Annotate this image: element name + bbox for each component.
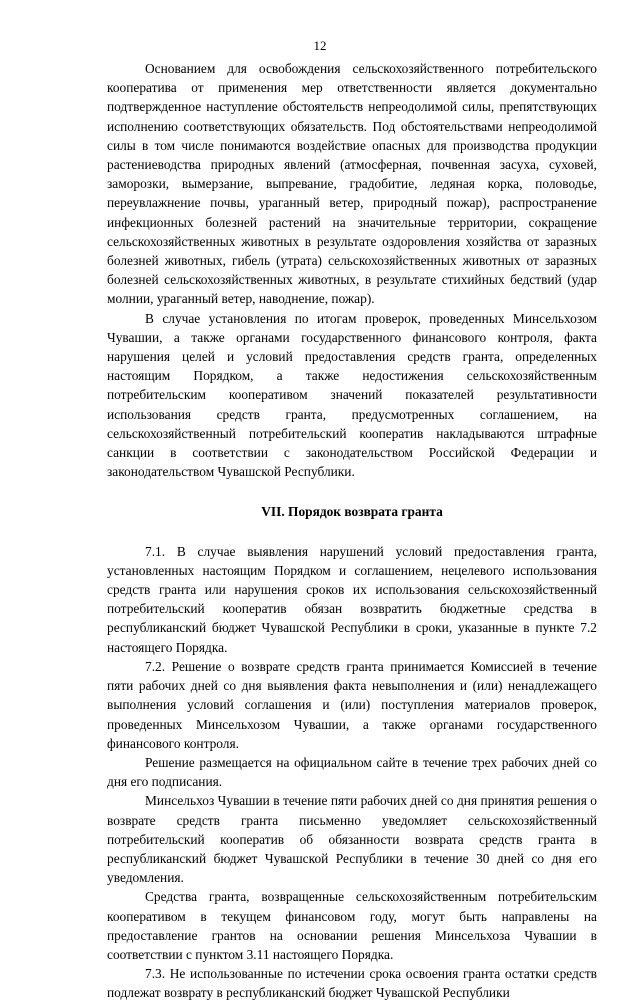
document-body xyxy=(107,59,597,1003)
section-heading: VII. Порядок возврата гранта xyxy=(261,504,443,520)
paragraph-7-3: 7.3. Не использованные по истечении срока освоения гранта остатки средств подлежат возврату в республиканский бюджет Чувашской Республики xyxy=(107,966,597,1001)
paragraph-7-1: 7.1. В случае выявления нарушений условий предоставления гранта, установленных настоящим Порядком и соглашением, нецелевого использования средств гранта или нарушения сроков их использования сельскохозяйственный потребительский кооператив обязан возвратить бюджетные средства в республиканский бюджет Чувашской Республики в сроки, указанные в пункте 7.2 настоящего Порядка. xyxy=(107,543,597,655)
page-number: 12 xyxy=(313,38,327,53)
paragraph-notification: Минсельхоз Чувашии в течение пяти рабочих дней со дня принятия решения о возврате средств гранта письменно уведомляет сельскохозяйственный потребительский кооператив об обязанности возврата средств гранта в республиканский бюджет Чувашской Республики в течение 30 дней со дня его уведомления. xyxy=(107,793,597,886)
paragraph-7-2: 7.2. Решение о возврате средств гранта принимается Комиссией в течение пяти рабочих дней со дня выявления факта невыполнения и (или) ненадлежащего выполнения условий соглашения и (или) поступления материалов проверок, проведенных Минсельхозом Чувашии, а также органами государственного финансового контроля. xyxy=(107,658,597,751)
paragraph-decision-publication: Решение размещается на официальном сайте в течение трех рабочих дней со дня его подписания. xyxy=(107,754,597,790)
paragraph-penalties: В случае установления по итогам проверок, проведенных Минсельхозом Чувашии, а также органами государственного финансового контроля, факта нарушения целей и условий предоставления средств гранта, определенных настоящим Порядком, а также недостижения сельскохозяйственным потребительским кооперативом значений показателей результативности использования средств гранта, предусмотренных соглашением, на сельскохозяйственный потребительский кооператив накладываются штрафные санкции в соответствии с законодательством Российской Федерации и законодательством Чувашской Республики. xyxy=(107,310,597,480)
paragraph-returned-funds: Средства гранта, возвращенные сельскохозяйственным потребительским кооперативом в текущем финансовом году, могут быть направлены на предоставление грантов на основании решения Минсельхоза Чувашии в соответствии с пунктом 3.11 настоящего Порядка. xyxy=(107,889,597,962)
paragraph-force-majeure: Основанием для освобождения сельскохозяйственного потребительского кооператива от применения мер ответственности является документально подтвержденное наступление обстоятельств непреодолимой силы, препятствующих исполнению соответствующих обязательств. Под обстоятельствами непреодолимой силы в том числе понимаются воздействие опасных для производства продукции растениеводства природных явлений (атмосферная, почвенная засуха, суховей, заморозки, вымерзание, выпревание, градобитие, ледяная корка, половодье, переувлажнение почвы, ураганный ветер, природный пожар), распространение инфекционных болезней растений на значительные территории, сокращение сельскохозяйственных животных в результате оздоровления хозяйства от заразных болезней животных, гибель (утрата) сельскохозяйственных животных от заразных болезней сельскохозяйственных животных, в результате стихийных бедствий (удар молнии, ураганный ветер, наводнение, пожар). xyxy=(107,61,597,307)
